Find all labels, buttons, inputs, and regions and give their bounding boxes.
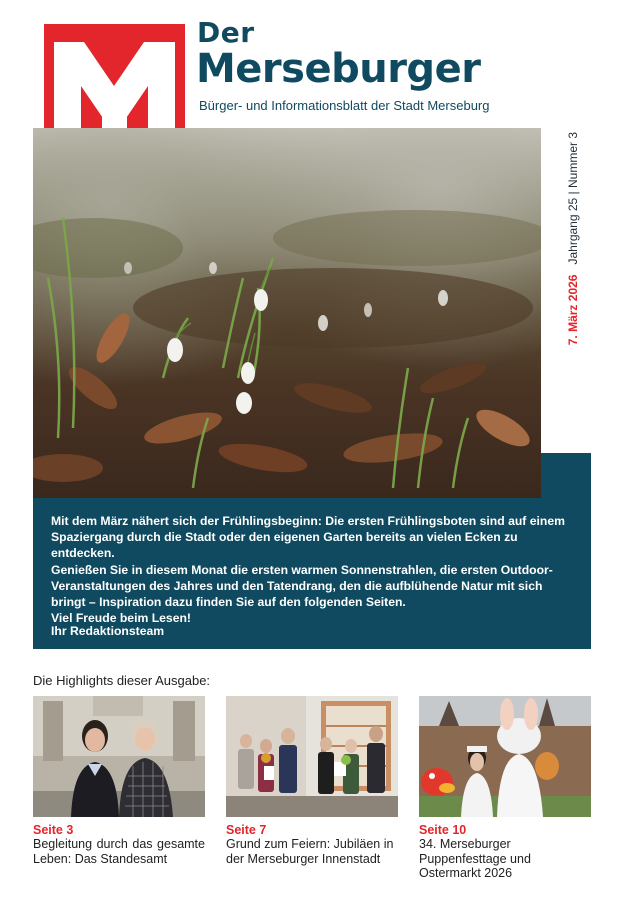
issue-info bbox=[566, 132, 580, 450]
issue-date: 7. März 2026 bbox=[566, 274, 580, 346]
highlight-page: Seite 7 bbox=[226, 823, 267, 837]
intro-panel bbox=[33, 498, 591, 649]
intro-paragraph: Mit dem März nähert sich der Frühlingsbeginn: Die ersten Frühlingsboten sind auf einem Spaziergang durch die Stadt oder den eigenen Garten bereits an vielen Ecken zu entdecken. bbox=[51, 514, 565, 561]
title-merseburger: Merseburger bbox=[196, 46, 481, 92]
highlight-photo-jubilaeen bbox=[226, 696, 398, 817]
highlight-page: Seite 3 bbox=[33, 823, 74, 837]
intro-text bbox=[51, 513, 571, 626]
intro-paragraph: Viel Freude beim Lesen! bbox=[51, 611, 191, 626]
highlight-card[interactable] bbox=[33, 696, 205, 866]
issue-volume-number: Jahrgang 25 | Nummer 3 bbox=[566, 132, 580, 265]
intro-paragraph: Genießen Sie in diesem Monat die ersten warmen Sonnenstrahlen, die ersten Outdoor-Veranstaltungen des Jahres und den Tatendrang, den die aufblühende Natur mit sich bringt – Inspiration dazu finden Sie auf den folgenden Seiten. bbox=[51, 562, 553, 610]
highlight-photo-puppenfesttage bbox=[419, 696, 591, 817]
cover-photo-snowdrops bbox=[33, 128, 541, 498]
highlight-card[interactable] bbox=[419, 696, 591, 881]
highlight-text: Begleitung durch das gesamte Leben: Das Standesamt bbox=[33, 837, 205, 866]
title-der: Der bbox=[197, 16, 255, 49]
highlight-card[interactable] bbox=[226, 696, 398, 866]
masthead-subtitle: Bürger- und Informationsblatt der Stadt Merseburg bbox=[199, 98, 490, 113]
intro-panel-tab bbox=[541, 453, 591, 498]
highlight-text: Grund zum Feiern: Jubiläen in der Merseburger Innenstadt bbox=[226, 837, 394, 866]
highlight-photo-standesamt bbox=[33, 696, 205, 817]
highlight-text: 34. Merseburger Puppenfesttage und Ostermarkt 2026 bbox=[419, 837, 531, 880]
highlight-page: Seite 10 bbox=[419, 823, 467, 837]
intro-signature: Ihr Redaktionsteam bbox=[51, 624, 165, 638]
highlights-title: Die Highlights dieser Ausgabe: bbox=[33, 673, 211, 688]
